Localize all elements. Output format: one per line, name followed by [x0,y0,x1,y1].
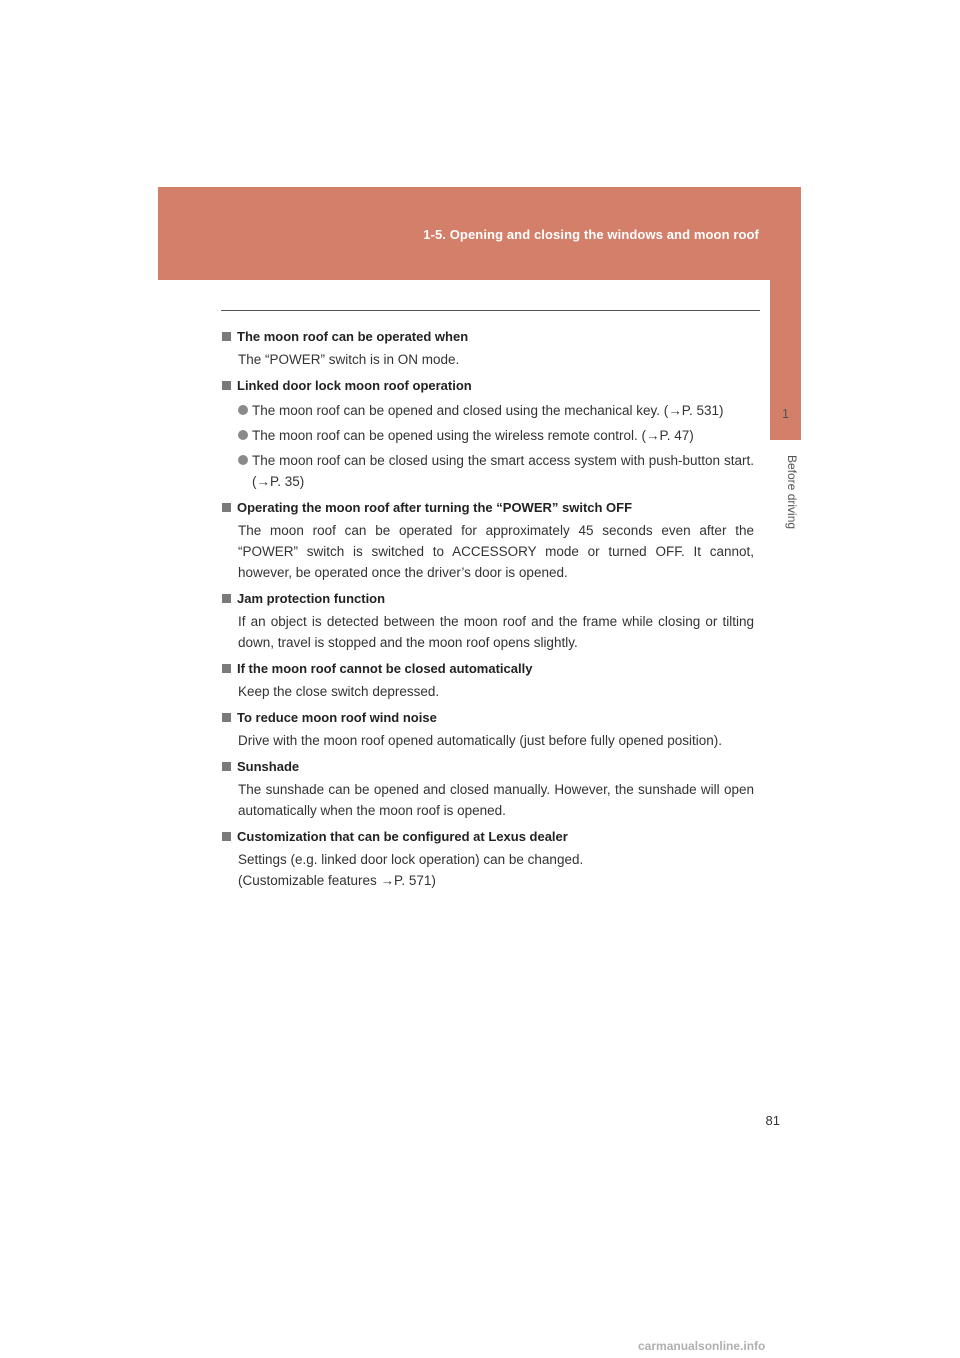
list-item [222,425,754,446]
square-bullet-icon [222,332,231,341]
section-text: Settings (e.g. linked door lock operation) can be changed. [238,852,584,867]
square-bullet-icon [222,594,231,603]
chapter-tab [770,187,801,440]
section-after-power-off [222,497,754,583]
square-bullet-icon [222,713,231,722]
list-item-text: The moon roof can be closed using the smart access system with push-button start. (→P. 35) [252,453,754,489]
square-bullet-icon [222,832,231,841]
list-item [222,450,754,492]
header-band [158,187,801,280]
circle-bullet-icon [238,430,248,440]
section-heading: Operating the moon roof after turning the “POWER” switch OFF [237,500,633,515]
section-wind-noise [222,707,754,751]
section-heading: Jam protection function [237,591,386,606]
section-text: If an object is detected between the moon roof and the frame while closing or tilting down, travel is stopped and the moon roof opens slightly. [238,614,754,650]
section-heading: To reduce moon roof wind noise [237,710,437,725]
square-bullet-icon [222,381,231,390]
section-text-reference: (Customizable features →P. 571) [238,873,436,888]
page-number: 81 [765,1113,780,1128]
page-content [222,326,754,896]
divider [221,310,760,311]
section-operate-when [222,326,754,370]
section-text: The “POWER” switch is in ON mode. [238,352,460,367]
square-bullet-icon [222,503,231,512]
square-bullet-icon [222,762,231,771]
section-cannot-close [222,658,754,702]
chapter-label: Before driving [785,455,799,530]
chapter-number: 1 [781,406,790,421]
circle-bullet-icon [238,455,248,465]
section-heading: Linked door lock moon roof operation [237,378,472,393]
section-text: The sunshade can be opened and closed manually. However, the sunshade will open automatically when the moon roof is opened. [238,782,754,818]
section-heading: If the moon roof cannot be closed automatically [237,661,533,676]
section-heading: Customization that can be configured at Lexus dealer [237,829,568,844]
section-heading: The moon roof can be operated when [237,329,469,344]
section-linked-door-lock [222,375,754,492]
circle-bullet-icon [238,405,248,415]
section-heading: Sunshade [237,759,300,774]
section-text: Keep the close switch depressed. [238,684,440,699]
section-jam-protection [222,588,754,653]
section-title: 1-5. Opening and closing the windows and moon roof [423,227,759,242]
list-item-text: The moon roof can be opened using the wireless remote control. (→P. 47) [252,428,694,443]
list-item [222,400,754,421]
section-sunshade [222,756,754,821]
section-customization [222,826,754,891]
watermark: carmanualsonline.info [638,1339,766,1353]
square-bullet-icon [222,664,231,673]
section-text: The moon roof can be operated for approximately 45 seconds even after the “POWER” switch is switched to ACCESSORY mode or turned OFF. It cannot, however, be operated once the driver’s door is opened. [238,523,754,580]
section-text: Drive with the moon roof opened automatically (just before fully opened position). [238,733,723,748]
list-item-text: The moon roof can be opened and closed using the mechanical key. (→P. 531) [252,403,724,418]
